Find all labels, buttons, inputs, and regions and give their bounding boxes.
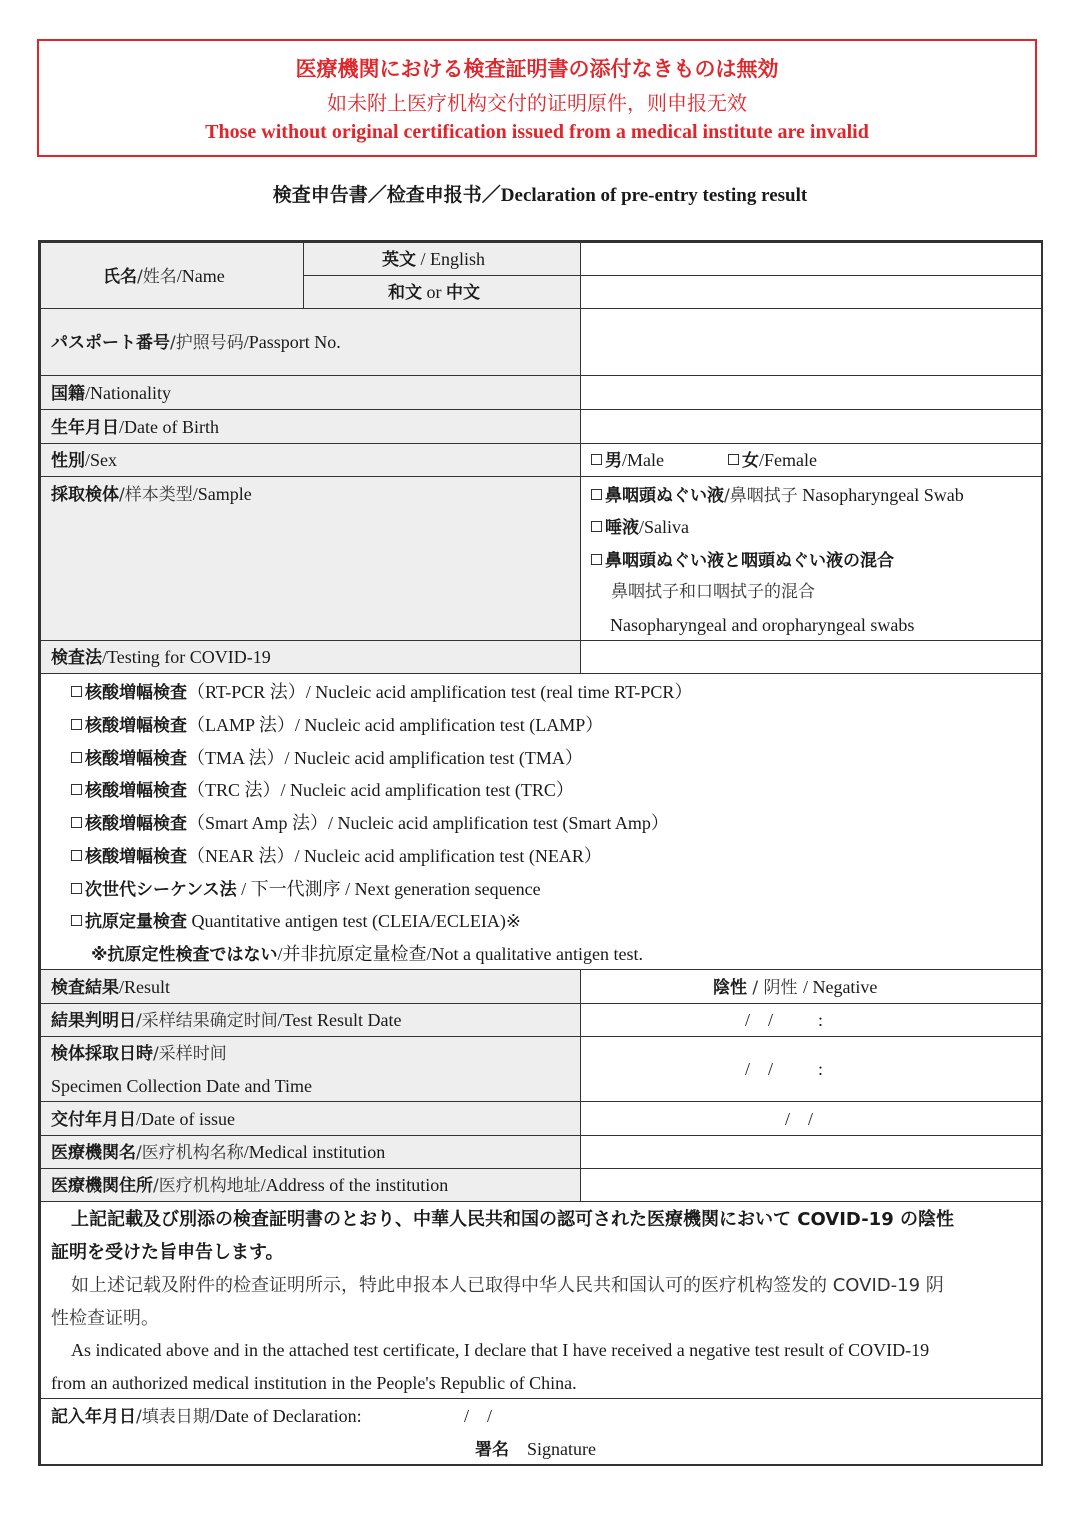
issue-ja: 交付年月日: [51, 1110, 136, 1130]
warning-japanese: 医療機関における検査証明書の添付なきものは無効: [295, 57, 779, 81]
female-checkbox[interactable]: [728, 454, 739, 465]
result-date-zh: /采样结果确定时间: [136, 1011, 278, 1031]
passport-en: /Passport No.: [243, 332, 341, 352]
name-label-cell: [40, 242, 304, 309]
address-en: /Address of the institution: [260, 1175, 449, 1195]
female-ja: 女: [742, 451, 759, 471]
mixed-checkbox[interactable]: [591, 554, 602, 565]
issue-field[interactable]: [580, 1101, 1043, 1136]
method-en: （NEAR 法）/ Nucleic acid amplification test (NEAR）: [187, 846, 602, 866]
name-english-label: [303, 242, 581, 276]
declaration-zh: [51, 1269, 1032, 1335]
name-kanji-label: [303, 275, 581, 309]
method-smart-amp[interactable]: [71, 811, 669, 836]
method-en: / 下一代測序 / Next generation sequence: [236, 879, 541, 899]
declaration-en-line2: from an authorized medical institution in the People's Republic of China.: [51, 1373, 577, 1393]
antigen-note: [91, 942, 643, 967]
collection-label-cell: [40, 1036, 581, 1102]
female-option[interactable]: [728, 448, 817, 473]
signature-field[interactable]: [475, 1437, 596, 1462]
sex-label-cell: [40, 443, 581, 477]
kanji-ja: 和文: [388, 283, 422, 303]
result-negative: [713, 975, 877, 1000]
issue-en: /Date of issue: [136, 1109, 235, 1129]
method-ja: 核酸増幅検査: [85, 749, 187, 769]
address-label-cell: [40, 1168, 581, 1202]
birth-field[interactable]: [580, 409, 1043, 444]
english-en: / English: [416, 249, 486, 269]
kanji-or: or: [422, 282, 446, 302]
result-date-ja: 結果判明日: [51, 1011, 136, 1031]
male-checkbox[interactable]: [591, 454, 602, 465]
name-label-ja: 氏名: [103, 267, 137, 287]
result-ja: 検査結果: [51, 978, 119, 998]
sex-field: [580, 443, 1043, 477]
nationality-ja: 国籍: [51, 384, 85, 404]
decl-date-zh: /填表日期: [136, 1407, 210, 1427]
nationality-label-cell: [40, 375, 581, 410]
antigen-checkbox[interactable]: [71, 915, 82, 926]
nasopharyngeal-checkbox[interactable]: [591, 489, 602, 500]
trc-checkbox[interactable]: [71, 784, 82, 795]
testing-label-cell: [40, 640, 581, 674]
invalid-warning-box: [37, 39, 1037, 157]
passport-zh: /护照号码: [170, 333, 244, 353]
sample-options: [580, 476, 1043, 641]
issue-label-cell: [40, 1101, 581, 1136]
method-en: （TRC 法）/ Nucleic acid amplification test (TRC）: [187, 780, 574, 800]
name-label-en: /Name: [176, 266, 225, 286]
method-en: Quantitative antigen test (CLEIA/ECLEIA)※: [187, 911, 521, 931]
male-option[interactable]: [591, 448, 664, 473]
kanji-zh: 中文: [446, 283, 480, 303]
method-lamp[interactable]: [71, 713, 603, 738]
sample-zh: /样本类型: [119, 485, 193, 505]
male-ja: 男: [605, 451, 622, 471]
declaration-ja: [51, 1203, 1032, 1269]
collection-slots: / / :: [745, 1059, 824, 1079]
negative-en: / Negative: [802, 977, 878, 997]
name-english-field[interactable]: [580, 242, 1043, 276]
address-field[interactable]: [580, 1168, 1043, 1202]
issue-slots: / /: [785, 1109, 814, 1129]
passport-field[interactable]: [580, 308, 1043, 376]
method-tma[interactable]: [71, 746, 583, 771]
method-en: （TMA 法）/ Nucleic acid amplification test (TMA）: [187, 748, 583, 768]
nationality-field[interactable]: [580, 375, 1043, 410]
signature-en: Signature: [527, 1439, 596, 1459]
birth-ja: 生年月日: [51, 418, 119, 438]
method-ja: 次世代シーケンス法: [85, 880, 237, 900]
testing-methods: [40, 673, 1043, 969]
sex-ja: 性別: [51, 451, 85, 471]
document-title: 検査申告書／检查申报书／Declaration of pre-entry testing result: [272, 185, 808, 206]
result-value-cell: [580, 969, 1043, 1004]
sample-option-mixed[interactable]: [591, 548, 894, 573]
sample-option-nasopharyngeal[interactable]: [591, 483, 964, 508]
decl-date-slots: / /: [464, 1406, 493, 1426]
declaration-zh-line2: 性检查证明。: [51, 1308, 159, 1329]
opt1-zh: /鼻咽拭子: [724, 486, 798, 506]
testing-en: /Testing for COVID-19: [102, 647, 271, 667]
opt1-en: Nasopharyngeal Swab: [797, 485, 964, 505]
rt-pcr-checkbox[interactable]: [71, 686, 82, 697]
nationality-en: /Nationality: [85, 383, 171, 403]
birth-en: /Date of Birth: [119, 417, 219, 437]
declaration-ja-line2: 証明を受けた旨申告します。: [51, 1242, 284, 1263]
name-kanji-field[interactable]: [580, 275, 1043, 309]
method-rt-pcr[interactable]: [71, 680, 692, 705]
result-label-cell: [40, 969, 581, 1004]
sex-en: /Sex: [85, 450, 118, 470]
testing-ja: 検査法: [51, 648, 102, 668]
signature-ja: 署名: [475, 1440, 509, 1460]
method-antigen[interactable]: [71, 909, 521, 934]
collection-field[interactable]: [580, 1036, 1043, 1102]
method-ja: 核酸増幅検査: [85, 847, 187, 867]
method-en: （Smart Amp 法）/ Nucleic acid amplification test (Smart Amp）: [187, 813, 669, 833]
opt1-ja: 鼻咽頭ぬぐい液: [605, 486, 724, 506]
sample-option-saliva[interactable]: [591, 515, 689, 540]
institution-zh: /医疗机构名称: [136, 1143, 244, 1163]
opt3-zh: 鼻咽拭子和口咽拭子的混合: [611, 582, 815, 602]
saliva-checkbox[interactable]: [591, 521, 602, 532]
decl-date-en: /Date of Declaration:: [209, 1406, 362, 1426]
ngs-checkbox[interactable]: [71, 883, 82, 894]
decl-date-ja: 記入年月日: [51, 1407, 136, 1427]
declaration-statement: [40, 1201, 1043, 1399]
tma-checkbox[interactable]: [71, 752, 82, 763]
result-date-en: /Test Result Date: [277, 1010, 402, 1030]
sample-label-cell: [40, 476, 581, 641]
method-ja: 核酸増幅検査: [85, 781, 187, 801]
method-trc[interactable]: [71, 778, 574, 803]
declaration-date[interactable]: [51, 1404, 362, 1429]
result-date-slots: / / :: [745, 1010, 824, 1030]
declaration-en-line1: As indicated above and in the attached test certificate, I declare that I have received a negative test result of COVID-19: [71, 1340, 930, 1360]
method-ja: 抗原定量検査: [85, 912, 187, 932]
collection-zh: /采样时间: [153, 1044, 227, 1064]
method-near[interactable]: [71, 844, 602, 869]
collection-ja: 検体採取日時: [51, 1044, 153, 1064]
birth-label-cell: [40, 409, 581, 444]
negative-zh: / 阴性: [747, 978, 803, 998]
passport-ja: パスポート番号: [51, 333, 170, 353]
sample-en: /Sample: [192, 484, 252, 504]
name-label-zh: /姓名: [137, 267, 177, 287]
opt3-en: Nasopharyngeal and oropharyngeal swabs: [610, 615, 915, 635]
lamp-checkbox[interactable]: [71, 719, 82, 730]
declaration-date-signature: [40, 1398, 1043, 1466]
declaration-zh-line1: 如上述记载及附件的检查证明所示，特此申报本人已取得中华人民共和国认可的医疗机构签发的 COVID-19 阴: [71, 1275, 944, 1296]
opt2-en: /Saliva: [639, 517, 689, 537]
declaration-form: [38, 240, 1043, 1466]
smart-amp-checkbox[interactable]: [71, 817, 82, 828]
opt2-ja: 唾液: [605, 518, 639, 538]
method-en: （LAMP 法）/ Nucleic acid amplification test (LAMP）: [187, 715, 604, 735]
method-ja: 核酸増幅検査: [85, 683, 187, 703]
method-ja: 核酸増幅検査: [85, 814, 187, 834]
male-en: /Male: [622, 450, 664, 470]
sample-ja: 採取検体: [51, 485, 119, 505]
result-date-field[interactable]: [580, 1003, 1043, 1037]
warning-english: Those without original certification issued from a medical institute are invalid: [205, 121, 869, 143]
declaration-en: [51, 1334, 1032, 1400]
method-en: （RT-PCR 法）/ Nucleic acid amplification test (real time RT-PCR）: [187, 682, 693, 702]
institution-ja: 医療機関名: [51, 1143, 136, 1163]
method-ngs[interactable]: [71, 877, 541, 902]
institution-en: /Medical institution: [243, 1142, 386, 1162]
near-checkbox[interactable]: [71, 850, 82, 861]
negative-ja: 陰性: [713, 978, 747, 998]
passport-label-cell: [40, 308, 581, 376]
result-en: /Result: [119, 977, 171, 997]
english-ja: 英文: [382, 250, 416, 270]
female-en: /Female: [759, 450, 817, 470]
warning-chinese: 如未附上医疗机构交付的证明原件，则申报无效: [327, 91, 747, 115]
opt3-ja: 鼻咽頭ぬぐい液と咽頭ぬぐい液の混合: [605, 551, 894, 571]
address-zh: /医疗机构地址: [153, 1176, 261, 1196]
address-ja: 医療機関住所: [51, 1176, 153, 1196]
institution-field[interactable]: [580, 1135, 1043, 1169]
result-date-label-cell: [40, 1003, 581, 1037]
method-ja: 核酸増幅検査: [85, 716, 187, 736]
note-rest: /并非抗原定量检查/Not a qualitative antigen test.: [277, 944, 643, 964]
collection-en: Specimen Collection Date and Time: [51, 1076, 312, 1096]
declaration-ja-line1: 上記記載及び別添の検査証明書のとおり、中華人民共和国の認可された医療機関において COVID-19 の陰性: [71, 1209, 954, 1230]
note-ja: ※抗原定性検査ではない: [91, 945, 278, 965]
institution-label-cell: [40, 1135, 581, 1169]
